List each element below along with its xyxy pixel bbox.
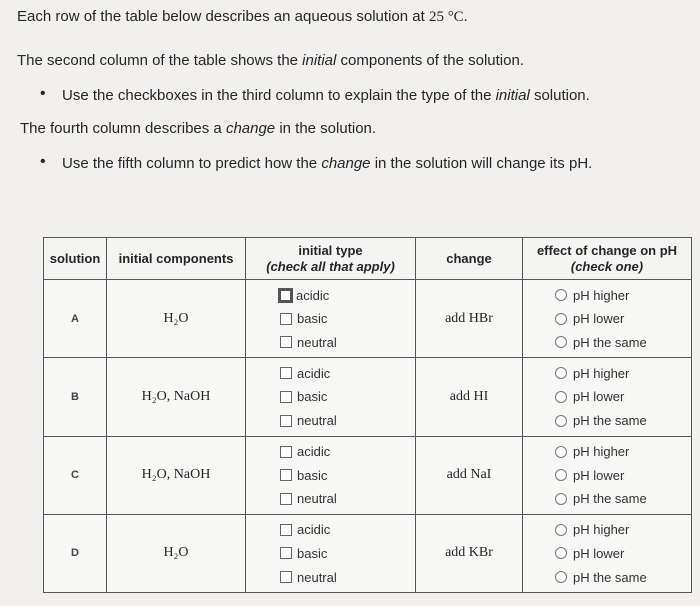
ph-lower-radio[interactable] — [555, 391, 567, 403]
basic-checkbox[interactable] — [280, 391, 292, 403]
initial-type-cell — [246, 358, 416, 436]
table-row — [44, 514, 692, 592]
type-option-acidic[interactable] — [246, 441, 415, 463]
type-option-neutral[interactable] — [246, 566, 415, 588]
intro-bullet-1: Use the checkboxes in the third column to explain the type of the initial solution. — [62, 87, 590, 104]
effect-option-higher[interactable] — [523, 284, 691, 306]
type-option-label: basic — [297, 389, 328, 405]
type-option-acidic[interactable] — [246, 362, 415, 384]
effect-option-label: pH higher — [573, 287, 630, 303]
type-option-basic[interactable] — [246, 308, 415, 330]
effect-option-higher[interactable] — [523, 519, 691, 541]
acidic-checkbox[interactable] — [278, 288, 293, 303]
effect-option-same[interactable] — [523, 488, 691, 510]
neutral-checkbox[interactable] — [280, 336, 292, 348]
initial-components: H₂O — [107, 280, 246, 358]
change-cell: add KBr — [416, 514, 523, 592]
type-option-basic[interactable] — [246, 542, 415, 564]
initial-components: H₂O, NaOH — [107, 358, 246, 436]
table-row — [44, 280, 692, 358]
solutions-table — [43, 237, 692, 593]
basic-checkbox[interactable] — [280, 547, 292, 559]
header-solution: solution — [44, 238, 107, 280]
solution-label: C — [44, 436, 107, 514]
effect-option-lower[interactable] — [523, 308, 691, 330]
type-option-neutral[interactable] — [246, 410, 415, 432]
type-option-basic[interactable] — [246, 464, 415, 486]
solution-label: B — [44, 358, 107, 436]
change-cell: add HBr — [416, 280, 523, 358]
type-option-label: basic — [297, 467, 328, 483]
solution-label: D — [44, 514, 107, 592]
neutral-checkbox[interactable] — [280, 571, 292, 583]
type-option-label: neutral — [297, 491, 337, 507]
effect-option-label: pH lower — [573, 467, 625, 483]
effect-cell — [523, 358, 692, 436]
type-option-label: acidic — [297, 444, 331, 459]
ph-higher-radio[interactable] — [555, 289, 567, 301]
effect-cell — [523, 436, 692, 514]
intro-bullet-2: Use the fifth column to predict how the change in the solution will change its pH. — [62, 155, 593, 172]
acidic-checkbox[interactable] — [280, 367, 292, 379]
ph-lower-radio[interactable] — [555, 469, 567, 481]
type-option-label: basic — [297, 545, 328, 561]
effect-option-lower[interactable] — [523, 464, 691, 486]
initial-type-cell — [246, 514, 416, 592]
ph-higher-radio[interactable] — [555, 524, 567, 536]
effect-option-label: pH higher — [573, 444, 630, 459]
initial-components: H₂O, NaOH — [107, 436, 246, 514]
type-option-label: acidic — [296, 287, 330, 303]
bullet-1-marker: • — [40, 85, 46, 102]
effect-option-label: pH higher — [573, 522, 630, 538]
effect-option-same[interactable] — [523, 331, 691, 353]
effect-option-label: pH the same — [573, 569, 647, 585]
type-option-neutral[interactable] — [246, 488, 415, 510]
type-option-acidic[interactable] — [246, 284, 415, 306]
table-row — [44, 358, 692, 436]
ph-lower-radio[interactable] — [555, 313, 567, 325]
effect-option-label: pH the same — [573, 334, 647, 350]
intro-line-2: The second column of the table shows the initial components of the solution. — [17, 52, 524, 69]
acidic-checkbox[interactable] — [280, 524, 292, 536]
effect-option-lower[interactable] — [523, 386, 691, 408]
neutral-checkbox[interactable] — [280, 493, 292, 505]
effect-cell — [523, 514, 692, 592]
effect-option-same[interactable] — [523, 566, 691, 588]
type-option-label: acidic — [297, 365, 331, 381]
ph-same-radio[interactable] — [555, 493, 567, 505]
effect-option-label: pH lower — [573, 545, 625, 561]
header-effect: effect of change on pH (check one) — [523, 238, 692, 280]
basic-checkbox[interactable] — [280, 469, 292, 481]
header-components: initial components — [107, 238, 246, 280]
bullet-2-marker: • — [40, 153, 46, 170]
type-option-basic[interactable] — [246, 386, 415, 408]
type-option-acidic[interactable] — [246, 519, 415, 541]
initial-type-cell — [246, 436, 416, 514]
type-option-label: acidic — [297, 522, 331, 538]
header-type: initial type (check all that apply) — [246, 238, 416, 280]
effect-option-label: pH lower — [573, 389, 625, 405]
ph-same-radio[interactable] — [555, 415, 567, 427]
type-option-label: basic — [297, 311, 328, 327]
acidic-checkbox[interactable] — [280, 446, 292, 458]
header-change: change — [416, 238, 523, 280]
solution-label: A — [44, 280, 107, 358]
intro-line-1: Each row of the table below describes an aqueous solution at 25 °C. — [17, 8, 468, 25]
effect-option-label: pH higher — [573, 365, 630, 381]
type-option-label: neutral — [297, 413, 337, 428]
effect-option-higher[interactable] — [523, 362, 691, 384]
effect-cell — [523, 280, 692, 358]
type-option-label: neutral — [297, 334, 337, 350]
effect-option-label: pH lower — [573, 311, 625, 327]
ph-higher-radio[interactable] — [555, 367, 567, 379]
effect-option-lower[interactable] — [523, 542, 691, 564]
ph-same-radio[interactable] — [555, 336, 567, 348]
basic-checkbox[interactable] — [280, 313, 292, 325]
intro-line-3: The fourth column describes a change in the solution. — [20, 120, 377, 137]
initial-type-cell — [246, 280, 416, 358]
ph-higher-radio[interactable] — [555, 446, 567, 458]
effect-option-label: pH the same — [573, 491, 647, 507]
neutral-checkbox[interactable] — [280, 415, 292, 427]
type-option-neutral[interactable] — [246, 331, 415, 353]
effect-option-label: pH the same — [573, 413, 647, 428]
change-cell: add HI — [416, 358, 523, 436]
table-row — [44, 436, 692, 514]
effect-option-same[interactable] — [523, 410, 691, 432]
effect-option-higher[interactable] — [523, 441, 691, 463]
type-option-label: neutral — [297, 569, 337, 585]
ph-lower-radio[interactable] — [555, 547, 567, 559]
table-header-row — [44, 238, 692, 280]
ph-same-radio[interactable] — [555, 571, 567, 583]
initial-components: H₂O — [107, 514, 246, 592]
change-cell: add NaI — [416, 436, 523, 514]
